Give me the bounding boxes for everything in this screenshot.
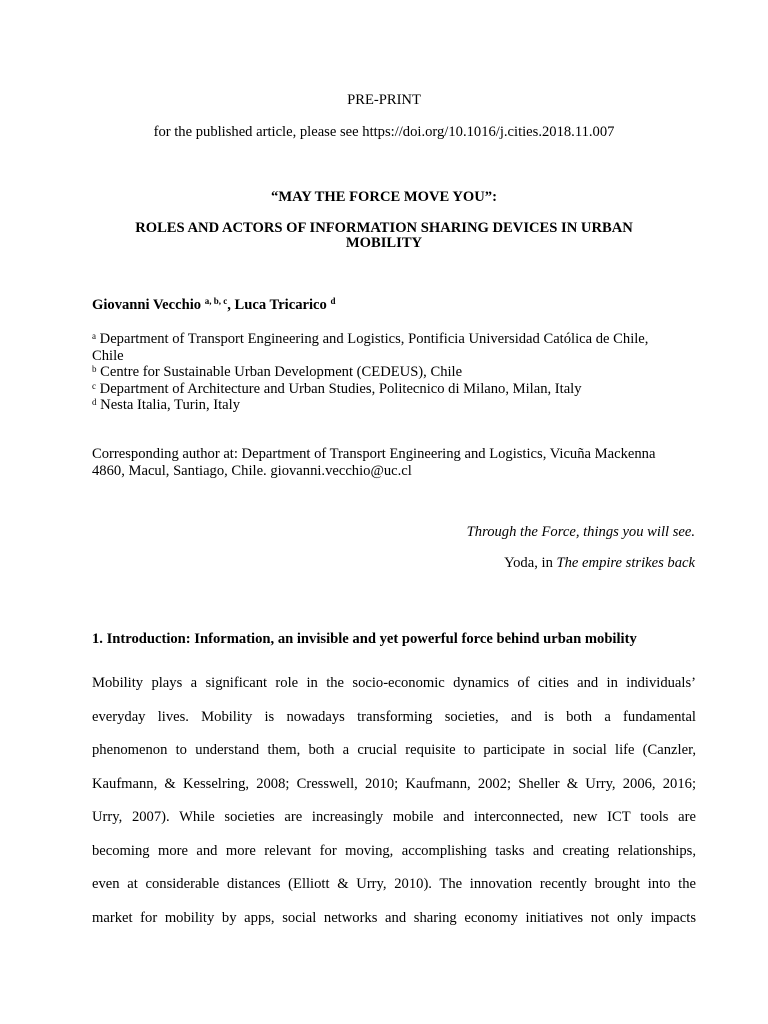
affiliation-item-continued: Chile xyxy=(92,347,124,364)
paper-title-line2b: MOBILITY xyxy=(345,235,423,251)
affiliation-text: Nesta Italia, Turin, Italy xyxy=(100,397,240,413)
affiliation-item xyxy=(92,381,692,398)
epigraph-work-title: The empire strikes back xyxy=(556,555,695,571)
paragraph-line: Mobility plays a significant role in the socio-economic dynamics of cities and in individuals’ xyxy=(92,675,696,691)
affiliation-text: Centre for Sustainable Urban Development (CEDEUS), Chile xyxy=(100,364,463,380)
affiliation-text: Department of Transport Engineering and Logistics, Pontificia Universidad Católica de Chile, xyxy=(99,331,649,347)
preprint-label: PRE-PRINT xyxy=(347,92,421,108)
epigraph-quote: Through the Force, things you will see. xyxy=(466,524,695,540)
author-name: Giovanni Vecchio xyxy=(92,297,202,313)
paragraph-line: even at considerable distances (Elliott & Urry, 2010). The innovation recently brought into the xyxy=(92,876,696,892)
paragraph-line: Urry, 2007). While societies are increasingly mobile and interconnected, new ICT tools are xyxy=(92,809,696,825)
paragraph-line: market for mobility by apps, social networks and sharing economy initiatives not only impacts xyxy=(92,910,696,926)
paper-title-line2a: ROLES AND ACTORS OF INFORMATION SHARING DEVICES IN URBAN xyxy=(135,220,633,236)
paragraph-line: becoming more and more relevant for moving, accomplishing tasks and creating relationships, xyxy=(92,843,696,859)
epigraph-attribution xyxy=(504,555,695,572)
epigraph-attribution-prefix: Yoda, in xyxy=(504,555,557,571)
corresponding-author-line: 4860, Macul, Santiago, Chile. giovanni.vecchio@uc.cl xyxy=(92,462,412,479)
affiliation-text: Department of Architecture and Urban Studies, Politecnico di Milano, Milan, Italy xyxy=(99,380,582,397)
author-affiliation-marks: a, b, c xyxy=(204,296,228,306)
paper-title-line1: “MAY THE FORCE MOVE YOU”: xyxy=(271,189,497,205)
affiliation-mark: c xyxy=(92,380,96,391)
corresponding-author xyxy=(92,446,702,479)
affiliation-mark: a xyxy=(92,331,96,341)
paragraph-line: phenomenon to understand them, both a crucial requisite to participate in social life (Canzler, xyxy=(92,742,696,758)
affiliation-mark: b xyxy=(92,364,97,374)
section-heading: 1. Introduction: Information, an invisible and yet powerful force behind urban mobility xyxy=(92,631,637,647)
corresponding-author-line: Corresponding author at: Department of Transport Engineering and Logistics, Vicuña Mackenna xyxy=(92,446,656,462)
paragraph-line: Kaufmann, & Kesselring, 2008; Cresswell, 2010; Kaufmann, 2002; Sheller & Urry, 2006, 2016; xyxy=(92,776,696,792)
affiliation-mark: d xyxy=(92,397,97,407)
author-affiliation-marks: d xyxy=(330,296,336,306)
author-name: Luca Tricarico xyxy=(234,297,327,313)
affiliation-list xyxy=(92,331,692,414)
paragraph-line: everyday lives. Mobility is nowadays transforming societies, and is both a fundamental xyxy=(92,709,696,725)
published-article-note: for the published article, please see https://doi.org/10.1016/j.cities.2018.11.007 xyxy=(153,124,615,140)
affiliation-item xyxy=(92,364,692,381)
affiliation-item xyxy=(92,331,692,348)
author-separator: , xyxy=(227,297,235,313)
author-line xyxy=(92,297,335,314)
affiliation-item xyxy=(92,397,692,414)
